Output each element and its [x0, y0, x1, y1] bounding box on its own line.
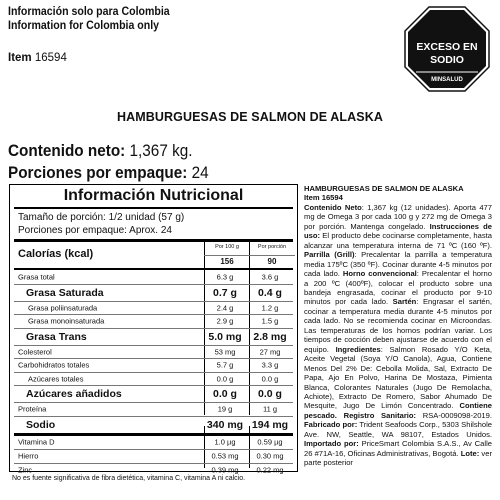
desc-s5-text: : Engrasar el sartén, cocinar a temperatura media durante 4-5 minutos por cada lado. No se recomienda cocinar en Microondas. Las temperaturas de los hornos podrían variar. Los tiempos de cocción deben ajustarse de acuerdo con el equipo.	[304, 297, 492, 354]
nutrient-label: Vitamina D	[18, 437, 55, 447]
desc-s3-label: Parrilla (Grill)	[304, 250, 355, 260]
nutrient-row	[14, 372, 293, 386]
nutrient-value-per-100g: 6.3 g	[216, 272, 234, 282]
nutrient-value-per-serving: 0.22 mg	[256, 465, 284, 475]
nutrition-facts-table	[9, 184, 298, 475]
nutrient-value-per-serving: 3.3 g	[261, 360, 279, 370]
nutrient-value-per-serving: 27 mg	[259, 347, 281, 357]
col1-calories: 156	[204, 255, 250, 266]
nutrient-value-per-100g: 1.0 µg	[214, 437, 236, 447]
nutrient-row	[14, 328, 293, 345]
nutrient-label: Sodio	[26, 418, 56, 431]
nutrient-value-per-100g: 340 mg	[206, 418, 244, 431]
title-rule	[14, 207, 293, 209]
desc-s10-label: Lote:	[460, 448, 480, 458]
desc-s5-label: Sartén	[392, 297, 417, 307]
nutrient-row	[14, 358, 293, 372]
desc-s2-text: El producto debe cocinarse completamente, hasta alcanzar una temperatura interna de 71 ºC (160 ºF).	[304, 231, 492, 250]
nutrient-value-per-serving: 1.5 g	[261, 316, 279, 326]
col1-header: Por 100 g	[215, 244, 239, 250]
item-number: 16594	[34, 52, 67, 64]
servings-label: Porciones por empaque:	[8, 163, 188, 182]
net-content-label: Contenido neto:	[8, 141, 126, 160]
nutrient-label: Grasa Saturada	[26, 286, 104, 299]
item-label: Item	[8, 52, 32, 64]
nutrient-value-per-100g: 0.53 mg	[211, 451, 239, 461]
nutrient-value-per-100g: 19 g	[217, 404, 233, 414]
nutrient-row	[14, 270, 293, 284]
servings-value: 24	[191, 163, 209, 182]
product-description	[304, 184, 492, 468]
desc-s4-label: Horno convencional	[342, 269, 417, 279]
desc-s1-text: : 1,367 kg (12 unidades). Aporta 477 mg de Omega 3 por cada 100 g y 272 mg de Omega 3 por porción. Mantenga congelado.	[304, 202, 492, 231]
nutrient-row	[14, 284, 293, 301]
nutrient-row	[14, 449, 293, 463]
nutrient-row	[14, 436, 293, 450]
desc-title: HAMBURGUESAS DE SALMON DE ALASKA	[304, 184, 464, 193]
nutrient-value-per-serving: 1.2 g	[261, 303, 279, 313]
nutrition-title: Información Nutricional	[63, 187, 244, 204]
nutrient-label: Proteína	[18, 404, 47, 414]
nutrient-value-per-serving: 2.8 mg	[253, 330, 287, 343]
desc-s10-text: ver parte posterior	[304, 448, 492, 468]
sodium-warning-badge	[404, 6, 490, 92]
desc-s9-label: Importado por:	[304, 439, 359, 449]
product-title: HAMBURGUESAS DE SALMON DE ALASKA	[117, 110, 383, 124]
nutrient-value-per-100g: 2.4 g	[216, 303, 234, 313]
notice-english: Information for Colombia only	[8, 20, 160, 32]
desc-item: Item 16594	[304, 193, 343, 203]
nutrient-value-per-100g: 5.0 mg	[208, 330, 242, 343]
nutrient-label: Carbohidratos totales	[18, 360, 90, 370]
calories-label: Calorías (kcal)	[18, 248, 94, 260]
nutrient-value-per-serving: 0.4 g	[258, 286, 282, 299]
desc-s1-label: Contenido Neto	[304, 202, 362, 212]
desc-s9-text: PriceSmart Colombia S.A.S., Av Calle 26 #71A-16, Oficinas Administrativas, Bogotá.	[304, 439, 492, 458]
desc-s6-label: Ingredientes	[335, 344, 381, 354]
desc-s7-label: Contiene pescado. Registro Sanitario:	[304, 401, 492, 420]
nutrient-value-per-serving: 0.30 mg	[256, 451, 284, 461]
serving-size: Tamaño de porción: 1/2 unidad (57 g)	[18, 212, 185, 223]
net-content-value: 1,367 kg.	[129, 141, 193, 160]
col2-calories: 90	[249, 255, 295, 266]
nutrient-label: Azúcares totales	[28, 374, 84, 384]
nutrient-value-per-100g: 53 mg	[214, 347, 236, 357]
nutrition-footnote: No es fuente significativa de fibra dietética, vitamina C, vitamina A ni calcio.	[12, 475, 246, 482]
desc-s4-text: : Precalentar el horno a 200 ºC (400ºF), colocar el producto sobre una bandeja engrasada, cocinar el producto por 9-10 minutos por cada lado.	[304, 269, 493, 307]
net-content	[8, 141, 193, 161]
nutrient-row	[14, 416, 293, 433]
nutrient-value-per-serving: 0.59 µg	[257, 437, 283, 447]
desc-s2-label: Instrucciones de uso:	[304, 221, 492, 241]
calories-row	[14, 242, 293, 268]
nutrient-row	[14, 402, 293, 416]
desc-s6-text: : Salmon Rosado Y/O Keta, Aceite Vegetal (Soya Y/O Canola), Agua, Contiene Menos Del 2% De: Cebolla Molida, Sal, Extracto De Papa, Ajo En Polvo, Harina De Mostaza, Pimienta Blanca, Colorantes Naturales (Jugo De Remolacha, Achiote), Extracto De Romero, Sabor Ahumado De Mesquite, Jugo De Limón Concentrado.	[304, 344, 492, 411]
nutrient-row	[14, 385, 293, 402]
nutrient-value-per-100g: 5.7 g	[216, 360, 234, 370]
nutrient-label: Zinc	[18, 465, 33, 475]
desc-s3-text: : Precalentar la parrilla a temperatura media 175ºC (350 ºF). Cocinar durante 4-5 minutos por cada lado.	[304, 250, 492, 279]
servings-per-container: Porciones por empaque: Aprox. 24	[18, 225, 172, 236]
nutrient-label: Grasa monoinsaturada	[28, 316, 105, 326]
nutrient-value-per-100g: 0.7 g	[213, 286, 237, 299]
nutrient-value-per-100g: 2.9 g	[216, 316, 234, 326]
desc-s8-text: Trident Seafoods Corp., 5303 Shilshole Ave. NW, Seattle, WA 98107, Estados Unidos.	[304, 420, 492, 439]
servings-per-pack	[8, 163, 209, 183]
badge-line1: EXCESO EN	[416, 41, 478, 53]
nutrient-value-per-100g: 0.39 mg	[211, 465, 239, 475]
badge-footer: MINSALUD	[431, 77, 463, 83]
nutrient-value-per-serving: 3.6 g	[261, 272, 279, 282]
nutrient-label: Grasa total	[18, 272, 55, 282]
badge-line2: SODIO	[430, 54, 464, 66]
nutrient-value-per-serving: 194 mg	[251, 418, 289, 431]
nutrient-row	[14, 301, 293, 315]
notice-spanish: Información solo para Colombia	[8, 6, 170, 18]
nutrient-label: Colesterol	[18, 347, 52, 357]
nutrient-label: Grasa poliinsaturada	[28, 303, 98, 313]
colombia-notice	[8, 5, 170, 33]
nutrient-label: Hierro	[18, 451, 39, 461]
desc-s7-text: RSA-0009098-2019.	[416, 410, 492, 420]
nutrient-label: Grasa Trans	[26, 330, 87, 343]
nutrient-value-per-serving: 0.0 g	[261, 374, 279, 384]
nutrient-label: Azúcares añadidos	[26, 388, 122, 400]
desc-s8-label: Fabricado por:	[304, 420, 358, 430]
col2-header: Por porción	[257, 244, 287, 250]
nutrient-row	[14, 463, 293, 477]
nutrient-value-per-serving: 11 g	[262, 404, 278, 414]
nutrient-row	[14, 345, 293, 359]
nutrient-value-per-100g: 0.0 g	[213, 388, 237, 400]
nutrient-value-per-serving: 0.0 g	[258, 388, 282, 400]
nutrient-value-per-100g: 0.0 g	[216, 374, 234, 384]
item-code	[8, 52, 67, 64]
nutrient-row	[14, 314, 293, 328]
